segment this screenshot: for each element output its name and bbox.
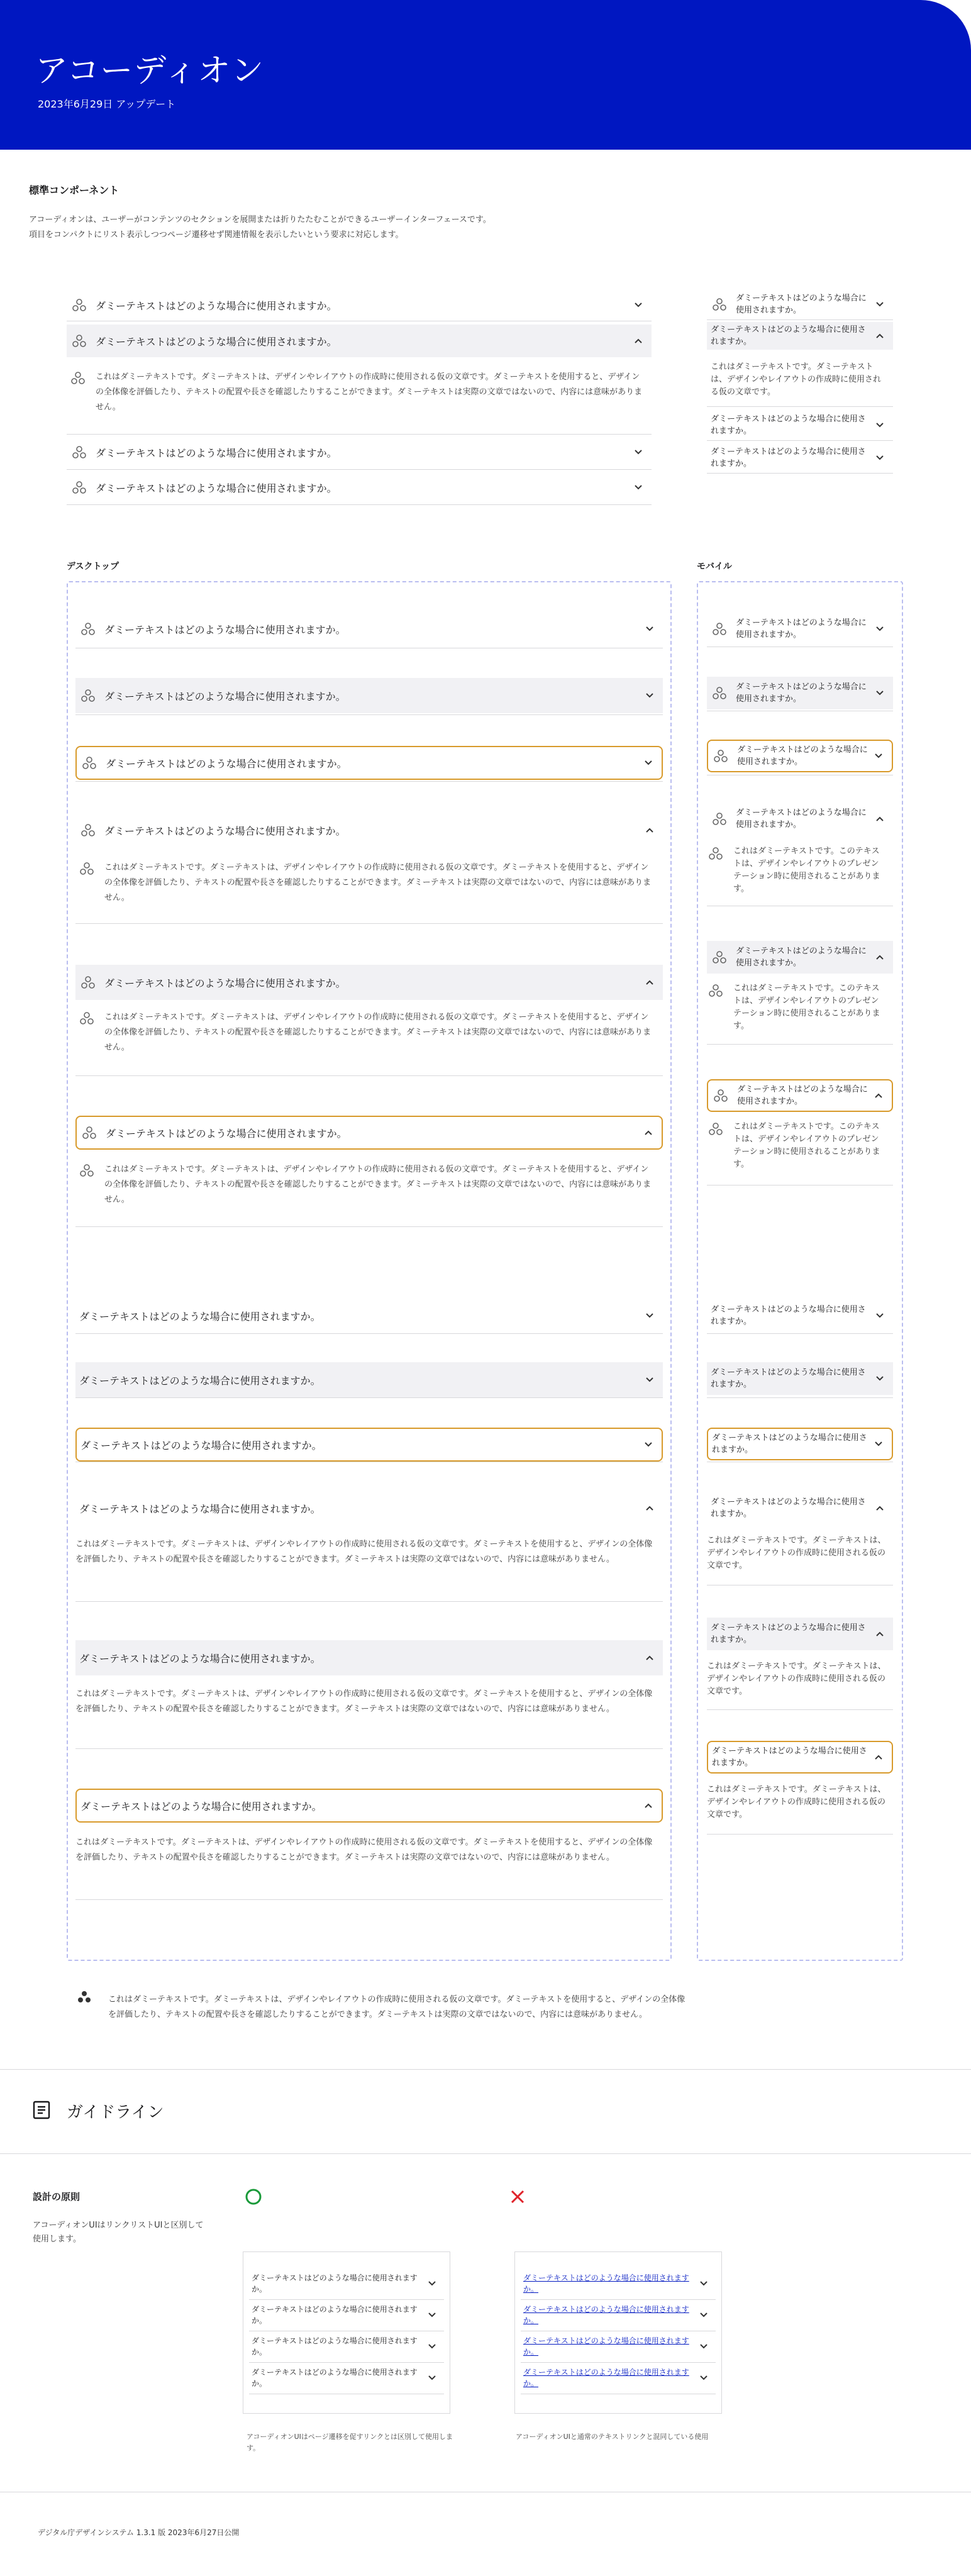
desktop-label: デスクトップ [67, 562, 119, 572]
accordion-icon [712, 749, 730, 763]
good-caption: アコーディオンUIはページ遷移を促すリンクとは区別して使用します。 [247, 2433, 453, 2452]
divider [0, 2153, 971, 2154]
accordion-label: ダミーテキストはどのような場合に使用されますか。 [106, 757, 347, 770]
accordion-header[interactable] [75, 678, 663, 713]
accordion-icon [80, 756, 98, 770]
divider [67, 504, 652, 505]
accordion-content: これはダミーテキストです。ダミーテキストは、デザインやレイアウトの作成時に使用される仮の文章です。 [707, 1662, 886, 1696]
accordion-header[interactable] [707, 941, 893, 974]
accordion-icon [711, 950, 728, 964]
link-label: ダミーテキストはどのような場合に使用されますか。 [523, 2336, 689, 2357]
chevron-down-icon [870, 1313, 889, 1319]
accordion-icon [712, 1089, 730, 1102]
answer-icon [79, 1011, 94, 1025]
accordion-label: ダミーテキストはどのような場合に使用されますか。 [736, 618, 867, 640]
accordion-header[interactable] [707, 1492, 893, 1524]
chevron-up-icon [640, 979, 659, 985]
accordion-label: ダミーテキストはどのような場合に使用されますか。 [252, 2273, 418, 2294]
divider [707, 1709, 893, 1710]
accordion-content: これはダミーテキストです。このテキストは、デザインやレイアウトのプレゼンテーション時に使用されることがあります。 [733, 847, 880, 894]
accordion-header[interactable] [707, 677, 893, 709]
accordion-header[interactable] [67, 325, 652, 357]
note-icon [77, 1990, 92, 2004]
chevron-up-icon [870, 333, 889, 339]
divider [707, 1333, 893, 1334]
accordion-content: これはダミーテキストです。ダミーテキストは、デザインやレイアウトの作成時に使用される仮の文章です。ダミーテキストを使用すると、デザインの全体像を評価したり、テキストの配置や長さを確認したりすることができます。ダミーテキストは実際の文章ではないので、内容には意味がありません。 [104, 863, 652, 902]
accordion-label: ダミーテキストはどのような場合に使用されますか。 [711, 414, 866, 436]
accordion-label: ダミーテキストはどのような場合に使用されますか。 [96, 299, 337, 312]
principle-description: アコーディオンUIはリンクリストUIと区別して使用します。 [33, 2221, 204, 2244]
accordion-label: ダミーテキストはどのような場合に使用されますか。 [736, 294, 867, 315]
accordion-header[interactable] [75, 746, 663, 780]
accordion-header[interactable] [707, 1362, 893, 1395]
accordion-header[interactable] [67, 473, 652, 502]
accordion-content: これはダミーテキストです。ダミーテキストは、デザインやレイアウトの作成時に使用される仮の文章です。ダミーテキストを使用すると、デザインの全体像を評価したり、テキストの配置や長さを確認したりすることができます。ダミーテキストは実際の文章ではないので、内容には意味がありません。 [104, 1165, 652, 1204]
accordion-label: ダミーテキストはどのような場合に使用されますか。 [252, 2305, 418, 2325]
accordion-header[interactable] [707, 322, 893, 350]
accordion-icon [80, 1126, 98, 1140]
accordion-header[interactable] [707, 411, 893, 439]
accordion-label: ダミーテキストはどのような場合に使用されますか。 [80, 1800, 322, 1813]
chevron-down-icon [870, 1375, 889, 1382]
divider [67, 434, 652, 435]
note-text: これはダミーテキストです。ダミーテキストは、デザインやレイアウトの作成時に使用される仮の文章です。ダミーテキストを使用すると、デザインの全体像を評価したり、テキストの配置や長さを確認したりすることができます。ダミーテキストは実際の文章ではないので、内容には意味がありません。 [108, 1995, 685, 2019]
accordion-header[interactable] [75, 1362, 663, 1397]
chevron-down-icon [640, 626, 659, 632]
accordion-label: ダミーテキストはどのような場合に使用されますか。 [711, 1623, 866, 1645]
accordion-label: ダミーテキストはどのような場合に使用されますか。 [106, 1127, 347, 1140]
accordion-label: ダミーテキストはどのような場合に使用されますか。 [736, 947, 867, 968]
link-label: ダミーテキストはどのような場合に使用されますか。 [523, 2368, 689, 2388]
accordion-header[interactable] [75, 1640, 663, 1675]
description-line: 項目をコンパクトにリスト表示しつつページ遷移せず関連情報を表示したいという要求に対応します。 [29, 230, 404, 240]
accordion-content: これはダミーテキストです。このテキストは、デザインやレイアウトのプレゼンテーション時に使用されることがあります。 [733, 984, 880, 1031]
divider [75, 1601, 663, 1602]
accordion-content: これはダミーテキストです。ダミーテキストは、デザインやレイアウトの作成時に使用される仮の文章です。ダミーテキストを使用すると、デザインの全体像を評価したり、テキストの配置や長さを確認したりすることができます。ダミーテキストは実際の文章ではないので、内容には意味がありません。 [96, 372, 643, 412]
accordion-icon [79, 823, 97, 837]
bad-caption: アコーディオンUIと通常のテキストリンクと混同している使用 [516, 2433, 709, 2441]
accordion-header[interactable] [707, 613, 893, 645]
accordion-label: ダミーテキストはどのような場合に使用されますか。 [252, 2336, 418, 2357]
answer-icon [70, 371, 86, 385]
divider [75, 1899, 663, 1900]
chevron-up-icon [870, 1631, 889, 1637]
chevron-up-icon [640, 1505, 659, 1511]
chevron-down-icon [870, 455, 889, 461]
accordion-label: ダミーテキストはどのような場合に使用されますか。 [96, 447, 337, 459]
accordion-icon [79, 975, 97, 989]
answer-icon [79, 1163, 94, 1177]
accordion-header[interactable] [707, 1079, 893, 1112]
chevron-up-icon [639, 1130, 658, 1136]
divider [75, 1397, 663, 1398]
divider [707, 440, 893, 441]
link-label: ダミーテキストはどのような場合に使用されますか。 [523, 2273, 689, 2294]
accordion-label: ダミーテキストはどのような場合に使用されますか。 [96, 335, 337, 348]
chevron-up-icon [640, 827, 659, 833]
accordion-content: これはダミーテキストです。ダミーテキストは、デザインやレイアウトの作成時に使用される仮の文章です。 [707, 1536, 886, 1570]
updated-date: 2023年6月29日 アップデート [38, 98, 176, 110]
answer-icon [708, 847, 723, 860]
accordion-label: ダミーテキストはどのような場合に使用されますか。 [79, 1310, 321, 1323]
accordion-header[interactable] [75, 1428, 663, 1462]
accordion-content: これはダミーテキストです。ダミーテキストは、デザインやレイアウトの作成時に使用される仮の文章です。ダミーテキストを使用すると、デザインの全体像を評価したり、テキストの配置や長さを確認したりすることができます。ダミーテキストは実際の文章ではないので、内容には意味がありません。 [75, 1689, 653, 1714]
accordion-content: これはダミーテキストです。ダミーテキストは、デザインやレイアウトの作成時に使用される仮の文章です。 [707, 1785, 886, 1819]
accordion-label: ダミーテキストはどのような場合に使用されますか。 [711, 1368, 866, 1389]
accordion-label: ダミーテキストはどのような場合に使用されますか。 [79, 1652, 321, 1665]
accordion-header[interactable] [67, 291, 652, 319]
accordion-header[interactable] [75, 611, 663, 647]
accordion-label: ダミーテキストはどのような場合に使用されますか。 [96, 482, 337, 494]
hero-banner [0, 0, 971, 150]
accordion-header[interactable] [75, 1116, 663, 1150]
chevron-down-icon [870, 301, 889, 308]
accordion-icon [70, 445, 88, 459]
accordion-content: これはダミーテキストです。このテキストは、デザインやレイアウトのプレゼンテーション時に使用されることがあります。 [733, 1122, 880, 1169]
divider [75, 781, 663, 782]
link-label: ダミーテキストはどのような場合に使用されますか。 [523, 2305, 689, 2325]
accordion-header[interactable] [707, 291, 893, 318]
chevron-up-icon [870, 816, 889, 822]
accordion-header[interactable] [707, 1428, 893, 1460]
divider [75, 714, 663, 715]
divider [75, 1075, 663, 1076]
bad-icon [509, 2189, 526, 2205]
accordion-label: ダミーテキストはどのような場合に使用されますか。 [104, 824, 346, 837]
divider [75, 923, 663, 924]
accordion-content: これはダミーテキストです。ダミーテキストは、デザインやレイアウトの作成時に使用される仮の文章です。ダミーテキストを使用すると、デザインの全体像を評価したり、テキストの配置や長さを確認したりすることができます。ダミーテキストは実際の文章ではないので、内容には意味がありません。 [75, 1838, 653, 1862]
divider [707, 1044, 893, 1045]
accordion-label: ダミーテキストはどのような場合に使用されますか。 [736, 682, 867, 704]
accordion-header[interactable] [75, 813, 663, 848]
accordion-label: ダミーテキストはどのような場合に使用されますか。 [712, 1433, 867, 1455]
accordion-icon [711, 622, 728, 636]
divider [75, 1333, 663, 1334]
section-heading: 標準コンポーネント [29, 184, 119, 196]
accordion-header[interactable] [707, 740, 893, 772]
chevron-up-icon [629, 338, 648, 344]
good-icon [244, 2187, 263, 2206]
good-example-box [243, 2251, 450, 2414]
divider [707, 473, 893, 474]
bad-example-box [514, 2251, 722, 2414]
divider [67, 469, 652, 470]
accordion-header[interactable] [707, 802, 893, 835]
accordion-icon [79, 622, 97, 636]
chevron-down-icon [640, 692, 659, 699]
accordion-header[interactable] [75, 965, 663, 1000]
chevron-down-icon [869, 753, 888, 759]
accordion-header[interactable] [707, 1299, 893, 1332]
answer-icon [79, 862, 94, 875]
accordion-label: ダミーテキストはどのような場合に使用されますか。 [104, 623, 346, 636]
chevron-down-icon [870, 422, 889, 428]
page-title: アコーディオン [35, 52, 265, 90]
chevron-up-icon [869, 1754, 888, 1760]
divider [75, 1748, 663, 1749]
accordion-label: ダミーテキストはどのような場合に使用されますか。 [252, 2368, 418, 2388]
accordion-label: ダミーテキストはどのような場合に使用されますか。 [104, 690, 346, 702]
guideline-heading: ガイドライン [67, 2103, 164, 2122]
accordion-header[interactable] [75, 1491, 663, 1526]
accordion-icon [70, 298, 88, 312]
chevron-up-icon [869, 1092, 888, 1099]
divider [0, 2069, 971, 2070]
footer-text: デジタル庁デザインシステム 1.3.1 版 2023年6月27日公開 [38, 2528, 240, 2537]
hero-corner [921, 0, 971, 50]
accordion-content: これはダミーテキストです。ダミーテキストは、デザインやレイアウトの作成時に使用される仮の文章です。ダミーテキストを使用すると、デザインの全体像を評価したり、テキストの配置や長さを確認したりすることができます。ダミーテキストは実際の文章ではないので、内容には意味がありません。 [104, 1013, 652, 1052]
accordion-icon [711, 297, 728, 311]
desktop-frame [67, 581, 672, 1961]
accordion-label: ダミーテキストはどのような場合に使用されますか。 [737, 745, 868, 767]
accordion-label: ダミーテキストはどのような場合に使用されますか。 [104, 977, 346, 989]
divider [707, 1834, 893, 1835]
accordion-header[interactable] [707, 444, 893, 472]
accordion-icon [70, 480, 88, 494]
answer-icon [708, 1122, 723, 1136]
chevron-up-icon [870, 1505, 889, 1511]
divider [707, 319, 893, 320]
accordion-label: ダミーテキストはどのような場合に使用されますか。 [79, 1374, 321, 1387]
chevron-up-icon [640, 1655, 659, 1661]
chevron-down-icon [639, 760, 658, 766]
chevron-down-icon [629, 302, 648, 308]
chevron-down-icon [629, 484, 648, 491]
accordion-label: ダミーテキストはどのような場合に使用されますか。 [711, 1497, 866, 1519]
accordion-header[interactable] [67, 438, 652, 467]
accordion-header[interactable] [707, 1741, 893, 1774]
accordion-label: ダミーテキストはどのような場合に使用されますか。 [737, 1085, 868, 1106]
accordion-label: ダミーテキストはどのような場合に使用されますか。 [711, 325, 866, 347]
accordion-icon [711, 812, 728, 826]
accordion-header[interactable] [75, 1298, 663, 1333]
divider [707, 406, 893, 407]
chevron-up-icon [639, 1802, 658, 1809]
description-line: アコーディオンは、ユーザーがコンテンツのセクションを展開または折りたたむことができるユーザーインターフェースです。 [29, 215, 491, 225]
accordion-icon [70, 334, 88, 348]
accordion-header[interactable] [75, 1789, 663, 1823]
chevron-down-icon [869, 1441, 888, 1447]
chevron-up-icon [870, 954, 889, 960]
accordion-label: ダミーテキストはどのような場合に使用されますか。 [79, 1502, 321, 1515]
divider [75, 1226, 663, 1227]
divider [707, 1397, 893, 1398]
accordion-label: ダミーテキストはどのような場合に使用されますか。 [736, 808, 867, 830]
accordion-label: ダミーテキストはどのような場合に使用されますか。 [711, 1305, 866, 1326]
chevron-down-icon [640, 1377, 659, 1383]
answer-icon [708, 984, 723, 997]
accordion-content: これはダミーテキストです。ダミーテキストは、デザインやレイアウトの作成時に使用される仮の文章です。ダミーテキストを使用すると、デザインの全体像を評価したり、テキストの配置や長さを確認したりすることができます。ダミーテキストは実際の文章ではないので、内容には意味がありません。 [75, 1540, 653, 1564]
chevron-down-icon [640, 1313, 659, 1319]
chevron-down-icon [639, 1441, 658, 1448]
accordion-icon [711, 686, 728, 700]
accordion-content: これはダミーテキストです。ダミーテキストは、デザインやレイアウトの作成時に使用される仮の文章です。 [711, 362, 882, 397]
mobile-label: モバイル [697, 562, 732, 572]
accordion-label: ダミーテキストはどのような場合に使用されますか。 [711, 447, 866, 469]
chevron-down-icon [870, 690, 889, 696]
accordion-icon [79, 689, 97, 702]
section-description [29, 213, 658, 243]
document-icon [33, 2101, 50, 2119]
accordion-label: ダミーテキストはどのような場合に使用されますか。 [712, 1746, 867, 1768]
accordion-label: ダミーテキストはどのような場合に使用されますか。 [80, 1439, 322, 1452]
principle-title: 設計の原則 [33, 2191, 80, 2202]
accordion-header[interactable] [707, 1618, 893, 1650]
chevron-down-icon [629, 449, 648, 455]
chevron-down-icon [870, 626, 889, 632]
